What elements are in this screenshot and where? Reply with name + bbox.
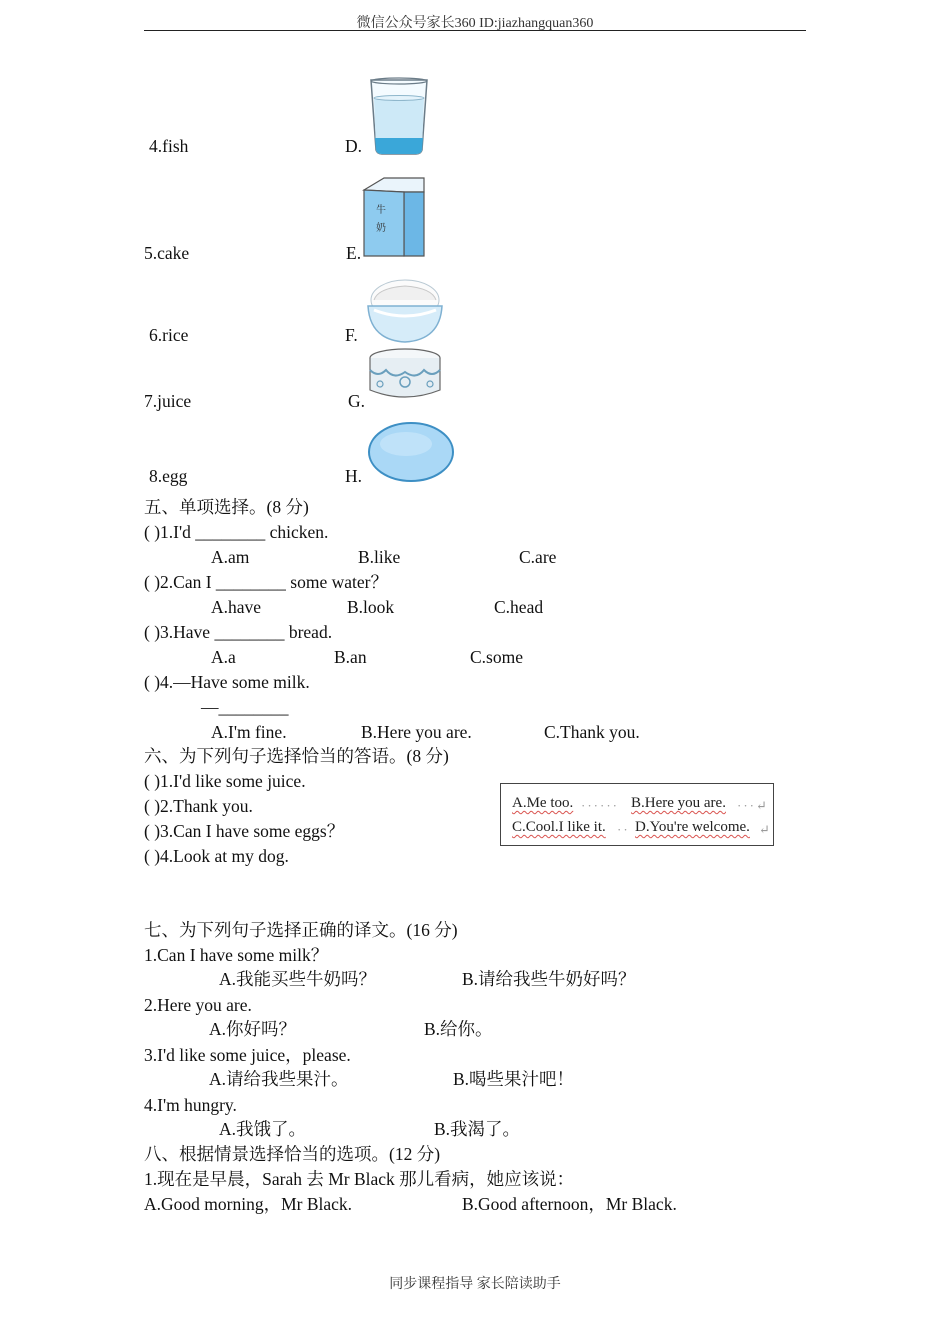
s7-q4-stem: 4.I'm hungry. [144,1095,237,1115]
s7-q4-option-b: B.我渴了。 [434,1119,521,1139]
match-letter-h: H. [345,466,363,486]
match-word-6: 6.rice [149,325,189,345]
match-letter-e: E. [346,243,362,263]
header-rule [144,30,806,31]
s5-q3-stem: ( )3.Have ________ bread. [144,622,333,642]
s7-q1-stem: 1.Can I have some milk？ [144,945,329,965]
s7-q2-option-a: A.你好吗？ [209,1019,297,1039]
s5-q1-option-c: C.are [519,547,557,567]
s7-q3-option-b: B.喝些果汁吧！ [453,1069,575,1089]
section7-title: 七、为下列句子选择正确的译文。(16 分) [144,920,458,940]
match-word-4: 4.fish [149,136,189,156]
match-word-8: 8.egg [149,466,188,486]
egg-icon [366,420,456,489]
s5-q1-stem: ( )1.I'd ________ chicken. [144,522,329,542]
s6-option-d: D.You're welcome. [635,819,750,835]
match-word-7: 7.juice [144,391,192,411]
page-footer: 同步课程指导 家长陪读助手 [389,1277,561,1292]
match-letter-g: G. [348,391,366,411]
s6-option-c: C.Cool.I like it. [512,819,606,835]
s8-q1-stem: 1.现在是早晨，Sarah 去 Mr Black 那儿看病，她应该说： [144,1169,575,1189]
s5-q3-option-b: B.an [334,647,367,667]
s5-q2-stem: ( )2.Can I ________ some water？ [144,572,388,592]
s5-q2-option-b: B.look [347,597,395,617]
section5-title: 五、单项选择。(8 分) [144,497,309,517]
milk-carton-label: 牛奶 [376,205,386,234]
s5-q3-option-c: C.some [470,647,523,667]
s5-q1-option-b: B.like [358,547,401,567]
s7-q3-option-a: A.请给我些果汁。 [209,1069,349,1089]
s6-dot-leader-1: ······ [581,798,619,813]
s8-q1-option-b: B.Good afternoon，Mr Black. [462,1194,677,1214]
s6-dot-leader-2: ···↵ [737,798,769,813]
s7-q3-stem: 3.I'd like some juice，please. [144,1045,351,1065]
glass-of-water-icon [368,76,430,161]
milk-carton-icon [362,176,426,263]
s7-q2-option-b: B.给你。 [424,1019,493,1039]
section8-title: 八、根据情景选择恰当的选项。(12 分) [144,1144,441,1164]
s7-q2-stem: 2.Here you are. [144,995,252,1015]
match-word-5: 5.cake [144,243,190,263]
s6-return-mark: ↵ [759,822,772,837]
s5-q2-option-c: C.head [494,597,544,617]
s5-q4-answer-line: —________ [201,697,289,717]
s5-q2-option-a: A.have [211,597,262,617]
s5-q4-option-b: B.Here you are. [361,722,472,742]
match-letter-d: D. [345,136,363,156]
s5-q4-option-a: A.I'm fine. [211,722,287,742]
s6-q4: ( )4.Look at my dog. [144,846,289,866]
s7-q1-option-a: A.我能买些牛奶吗？ [219,969,377,989]
s6-dot-leader-3: ·· [617,822,630,837]
page-header: 微信公众号家长360 ID:jiazhangquan360 [356,16,594,31]
s7-q4-option-a: A.我饿了。 [219,1119,307,1139]
s5-q4-stem: ( )4.—Have some milk. [144,672,310,692]
section6-title: 六、为下列句子选择恰当的答语。(8 分) [144,746,449,766]
s6-option-a: A.Me too. [512,795,574,811]
s6-option-b: B.Here you are. [631,795,726,811]
s5-q4-option-c: C.Thank you. [544,722,640,742]
s6-q2: ( )2.Thank you. [144,796,253,816]
s5-q3-option-a: A.a [211,647,236,667]
s6-q1: ( )1.I'd like some juice. [144,771,306,791]
s6-q3: ( )3.Can I have some eggs？ [144,821,345,841]
s7-q1-option-b: B.请给我些牛奶好吗？ [462,969,636,989]
match-letter-f: F. [345,325,358,345]
s8-q1-option-a: A.Good morning，Mr Black. [144,1194,353,1214]
cake-icon [366,346,444,409]
s5-q1-option-a: A.am [211,547,250,567]
rice-bowl-icon [366,270,444,349]
s6-options-box [500,783,774,846]
